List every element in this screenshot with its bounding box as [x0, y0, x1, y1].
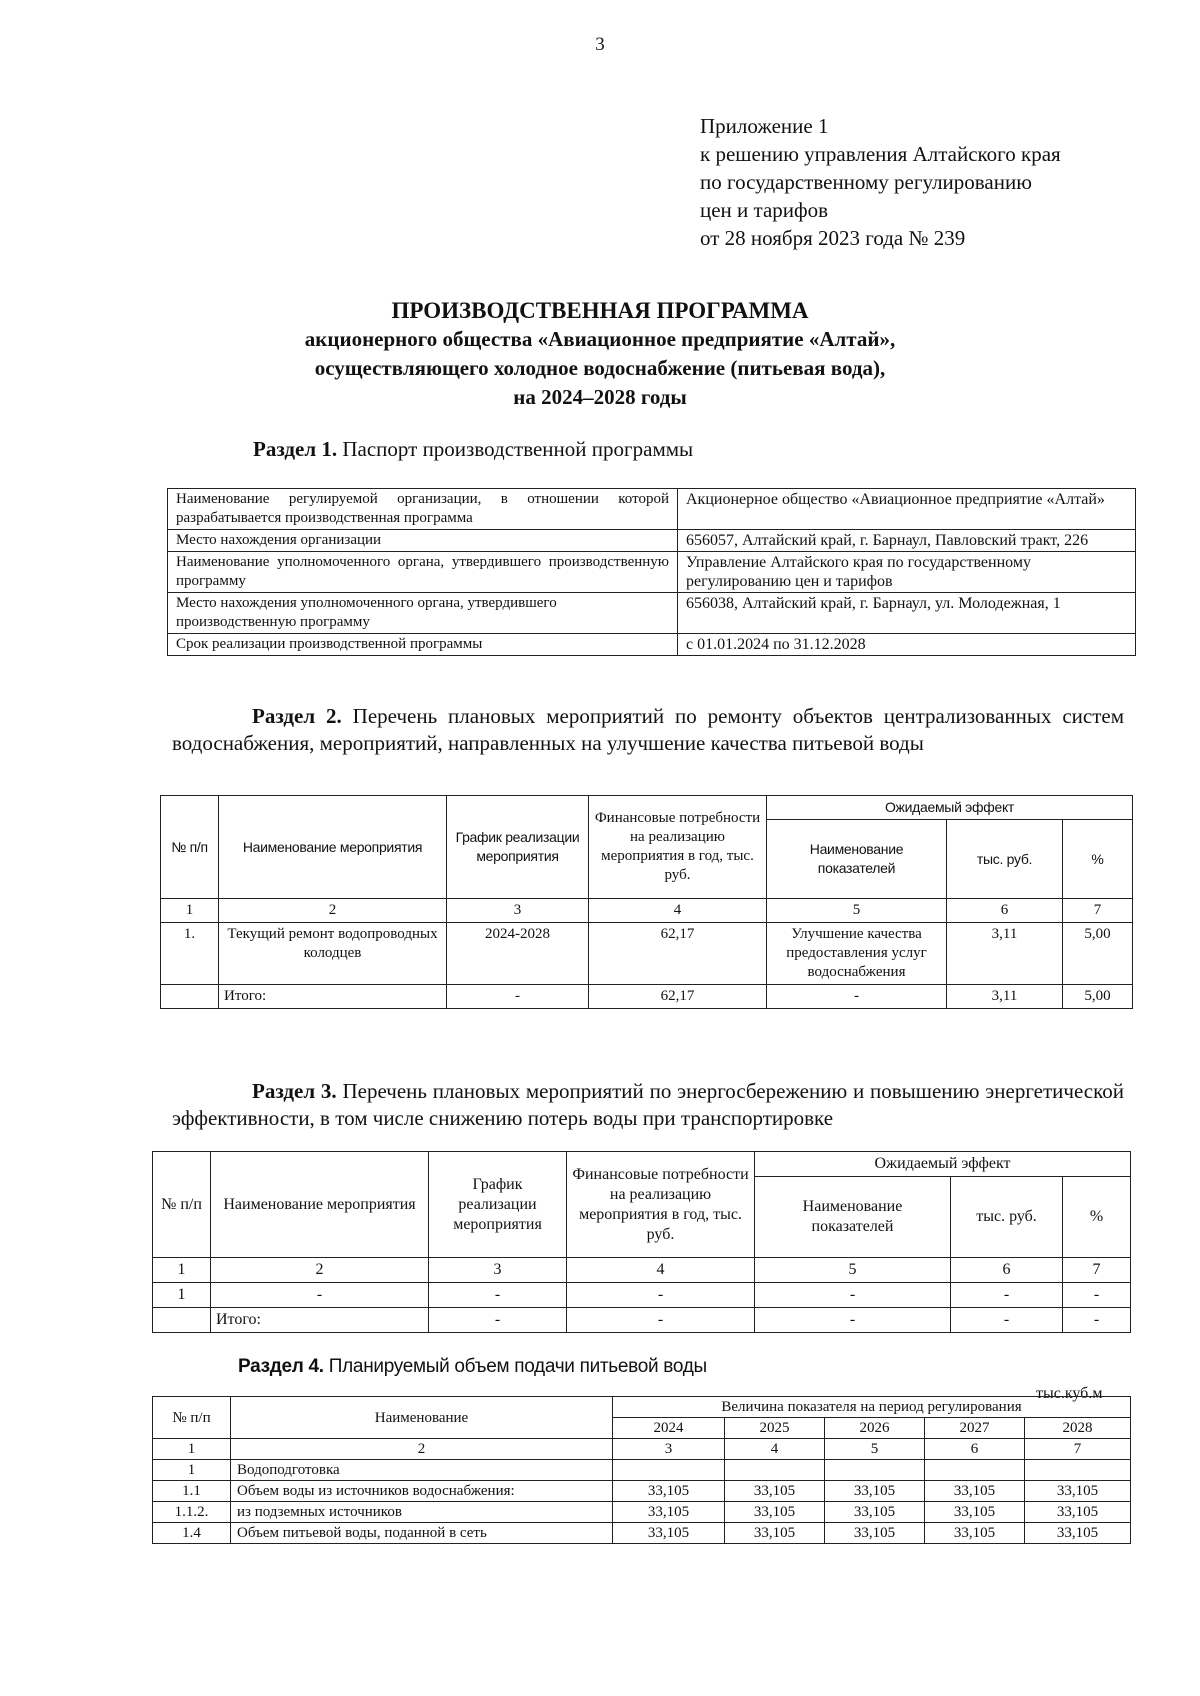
energy-measures-table [152, 1151, 1131, 1333]
passport-value: Акционерное общество «Авиационное предприятие «Алтай» [678, 489, 1136, 530]
cell-value: 33,105 [1025, 1523, 1131, 1544]
cell-value: 33,105 [725, 1481, 825, 1502]
header-indicator: Наименование показателей [755, 1177, 951, 1258]
cell-value: 33,105 [825, 1481, 925, 1502]
section-text: Паспорт производственной программы [342, 437, 694, 461]
cell-percent: - [1063, 1283, 1131, 1308]
cell-num: 1.1.2. [153, 1502, 231, 1523]
cell-empty [161, 985, 219, 1009]
total-row [161, 985, 1133, 1009]
total-finance: 62,17 [589, 985, 767, 1009]
column-number: 4 [567, 1258, 755, 1283]
column-number-row [153, 1439, 1131, 1460]
total-schedule: - [447, 985, 589, 1009]
cell-value [725, 1460, 825, 1481]
column-number: 5 [755, 1258, 951, 1283]
cell-value: 33,105 [725, 1523, 825, 1544]
appendix-line: цен и тарифов [700, 198, 829, 222]
section-2-heading [172, 703, 1124, 757]
column-number: 2 [211, 1258, 429, 1283]
cell-value [613, 1460, 725, 1481]
column-number: 7 [1063, 1258, 1131, 1283]
section-label: Раздел 2. [252, 704, 342, 728]
cell-value: 33,105 [925, 1502, 1025, 1523]
cell-name: Текущий ремонт водопроводных колодцев [219, 923, 447, 985]
header-num: № п/п [153, 1152, 211, 1258]
cell-name: Объем питьевой воды, поданной в сеть [231, 1523, 613, 1544]
title-line: на 2024–2028 годы [513, 385, 687, 409]
header-schedule: График реализации мероприятия [447, 796, 589, 899]
passport-table [167, 488, 1136, 656]
cell-name: из подземных источников [231, 1502, 613, 1523]
passport-label: Место нахождения уполномоченного органа, утвердившего производственную программу [168, 593, 678, 634]
passport-label: Наименование регулируемой организации, в отношении которой разрабатывается производственная программа [168, 489, 678, 530]
appendix-block [700, 112, 1061, 252]
section-label: Раздел 3. [252, 1079, 337, 1103]
total-label: Итого: [219, 985, 447, 1009]
passport-label: Место нахождения организации [168, 530, 678, 552]
table-row [168, 552, 1136, 593]
passport-value: 656057, Алтайский край, г. Барнаул, Павловский тракт, 226 [678, 530, 1136, 552]
title-line: акционерного общества «Авиационное предприятие «Алтай», [304, 327, 896, 351]
column-number: 1 [161, 899, 219, 923]
document-title [0, 296, 1200, 412]
cell-num: 1.1 [153, 1481, 231, 1502]
header-rub: тыс. руб. [947, 820, 1063, 899]
section-label: Раздел 4. [238, 1356, 324, 1377]
cell-value: 33,105 [925, 1481, 1025, 1502]
table-header-row [153, 1397, 1131, 1418]
section-text: Перечень плановых мероприятий по ремонту объектов централизованных систем водоснабжения, мероприятий, направленных на улучшение качества питьевой воды [172, 704, 1125, 755]
cell-value [925, 1460, 1025, 1481]
cell-value [825, 1460, 925, 1481]
cell-value: 33,105 [825, 1523, 925, 1544]
appendix-line: к решению управления Алтайского края [700, 142, 1061, 166]
cell-name: Объем воды из источников водоснабжения: [231, 1481, 613, 1502]
section-label: Раздел 1. [253, 437, 338, 461]
total-schedule: - [429, 1308, 567, 1333]
header-num: № п/п [153, 1397, 231, 1439]
table-row [153, 1502, 1131, 1523]
table-row [153, 1283, 1131, 1308]
cell-rub: - [951, 1283, 1063, 1308]
header-rub: тыс. руб. [951, 1177, 1063, 1258]
section-text: Перечень плановых мероприятий по энергосбережению и повышению энергетической эффективности, в том числе снижению потерь воды при транспортировке [172, 1079, 1124, 1130]
header-period: Величина показателя на период регулирования [613, 1397, 1131, 1418]
cell-value: 33,105 [613, 1523, 725, 1544]
column-number: 2 [219, 899, 447, 923]
header-year: 2026 [825, 1418, 925, 1439]
passport-value: Управление Алтайского края по государственному регулированию цен и тарифов [678, 552, 1136, 593]
section-4-heading [238, 1353, 707, 1380]
header-percent: % [1063, 820, 1133, 899]
column-number: 5 [767, 899, 947, 923]
page-number: 3 [595, 34, 605, 55]
header-percent: % [1063, 1177, 1131, 1258]
cell-empty [153, 1308, 211, 1333]
table-row [153, 1460, 1131, 1481]
cell-value: 33,105 [725, 1502, 825, 1523]
column-number: 6 [925, 1439, 1025, 1460]
cell-finance: 62,17 [589, 923, 767, 985]
table-header-row [161, 796, 1133, 820]
cell-value: 33,105 [613, 1502, 725, 1523]
cell-finance: - [567, 1283, 755, 1308]
column-number-row [161, 899, 1133, 923]
appendix-line: Приложение 1 [700, 114, 829, 138]
cell-indicator: Улучшение качества предоставления услуг водоснабжения [767, 923, 947, 985]
header-finance: Финансовые потребности на реализацию мероприятия в год, тыс. руб. [589, 796, 767, 899]
total-percent: - [1063, 1308, 1131, 1333]
header-year: 2025 [725, 1418, 825, 1439]
column-number: 3 [447, 899, 589, 923]
column-number: 2 [231, 1439, 613, 1460]
header-indicator: Наименование показателей [767, 820, 947, 899]
water-supply-volume-table [152, 1396, 1131, 1544]
column-number: 6 [951, 1258, 1063, 1283]
column-number: 3 [429, 1258, 567, 1283]
table-row [161, 923, 1133, 985]
cell-value: 33,105 [825, 1502, 925, 1523]
header-name: Наименование [231, 1397, 613, 1439]
header-year: 2024 [613, 1418, 725, 1439]
column-number: 3 [613, 1439, 725, 1460]
cell-indicator: - [755, 1283, 951, 1308]
appendix-line: от 28 ноября 2023 года № 239 [700, 226, 966, 250]
cell-percent: 5,00 [1063, 923, 1133, 985]
cell-value: 33,105 [613, 1481, 725, 1502]
title-line: осуществляющего холодное водоснабжение (питьевая вода), [314, 356, 886, 380]
column-number: 4 [589, 899, 767, 923]
total-label: Итого: [211, 1308, 429, 1333]
table-row [153, 1481, 1131, 1502]
header-name: Наименование мероприятия [219, 796, 447, 899]
total-rub: 3,11 [947, 985, 1063, 1009]
total-rub: - [951, 1308, 1063, 1333]
passport-label: Срок реализации производственной программы [168, 634, 678, 656]
total-finance: - [567, 1308, 755, 1333]
cell-schedule: 2024-2028 [447, 923, 589, 985]
cell-value: 33,105 [1025, 1502, 1131, 1523]
column-number: 5 [825, 1439, 925, 1460]
column-number-row [153, 1258, 1131, 1283]
repair-measures-table [160, 795, 1133, 1009]
table-header-row [153, 1152, 1131, 1177]
passport-label: Наименование уполномоченного органа, утвердившего производственную программу [168, 552, 678, 593]
section-3-heading [172, 1078, 1124, 1132]
section-1-heading [253, 436, 693, 463]
passport-value: 656038, Алтайский край, г. Барнаул, ул. Молодежная, 1 [678, 593, 1136, 634]
table-row [153, 1523, 1131, 1544]
passport-value: с 01.01.2024 по 31.12.2028 [678, 634, 1136, 656]
column-number: 1 [153, 1258, 211, 1283]
total-indicator: - [767, 985, 947, 1009]
cell-num: 1.4 [153, 1523, 231, 1544]
cell-schedule: - [429, 1283, 567, 1308]
column-number: 7 [1063, 899, 1133, 923]
column-number: 1 [153, 1439, 231, 1460]
total-percent: 5,00 [1063, 985, 1133, 1009]
header-year: 2027 [925, 1418, 1025, 1439]
cell-value: 33,105 [1025, 1481, 1131, 1502]
table-row [168, 593, 1136, 634]
header-num: № п/п [161, 796, 219, 899]
header-finance: Финансовые потребности на реализацию мероприятия в год, тыс. руб. [567, 1152, 755, 1258]
unit-label: тыс.куб.м [1036, 1385, 1103, 1402]
section-text: Планируемый объем подачи питьевой воды [328, 1356, 707, 1377]
header-effect: Ожидаемый эффект [755, 1152, 1131, 1177]
cell-rub: 3,11 [947, 923, 1063, 985]
appendix-line: по государственному регулированию [700, 170, 1032, 194]
cell-value: 33,105 [925, 1523, 1025, 1544]
total-row [153, 1308, 1131, 1333]
header-year: 2028 [1025, 1418, 1131, 1439]
header-name: Наименование мероприятия [211, 1152, 429, 1258]
cell-num: 1 [153, 1283, 211, 1308]
table-row [168, 530, 1136, 552]
cell-value [1025, 1460, 1131, 1481]
column-number: 7 [1025, 1439, 1131, 1460]
title-line: ПРОИЗВОДСТВЕННАЯ ПРОГРАММА [391, 298, 809, 323]
cell-name: Водоподготовка [231, 1460, 613, 1481]
total-indicator: - [755, 1308, 951, 1333]
cell-name: - [211, 1283, 429, 1308]
table-row [168, 489, 1136, 530]
header-schedule: График реализации мероприятия [429, 1152, 567, 1258]
cell-num: 1. [161, 923, 219, 985]
column-number: 6 [947, 899, 1063, 923]
header-effect: Ожидаемый эффект [767, 796, 1133, 820]
column-number: 4 [725, 1439, 825, 1460]
cell-num: 1 [153, 1460, 231, 1481]
table-row [168, 634, 1136, 656]
